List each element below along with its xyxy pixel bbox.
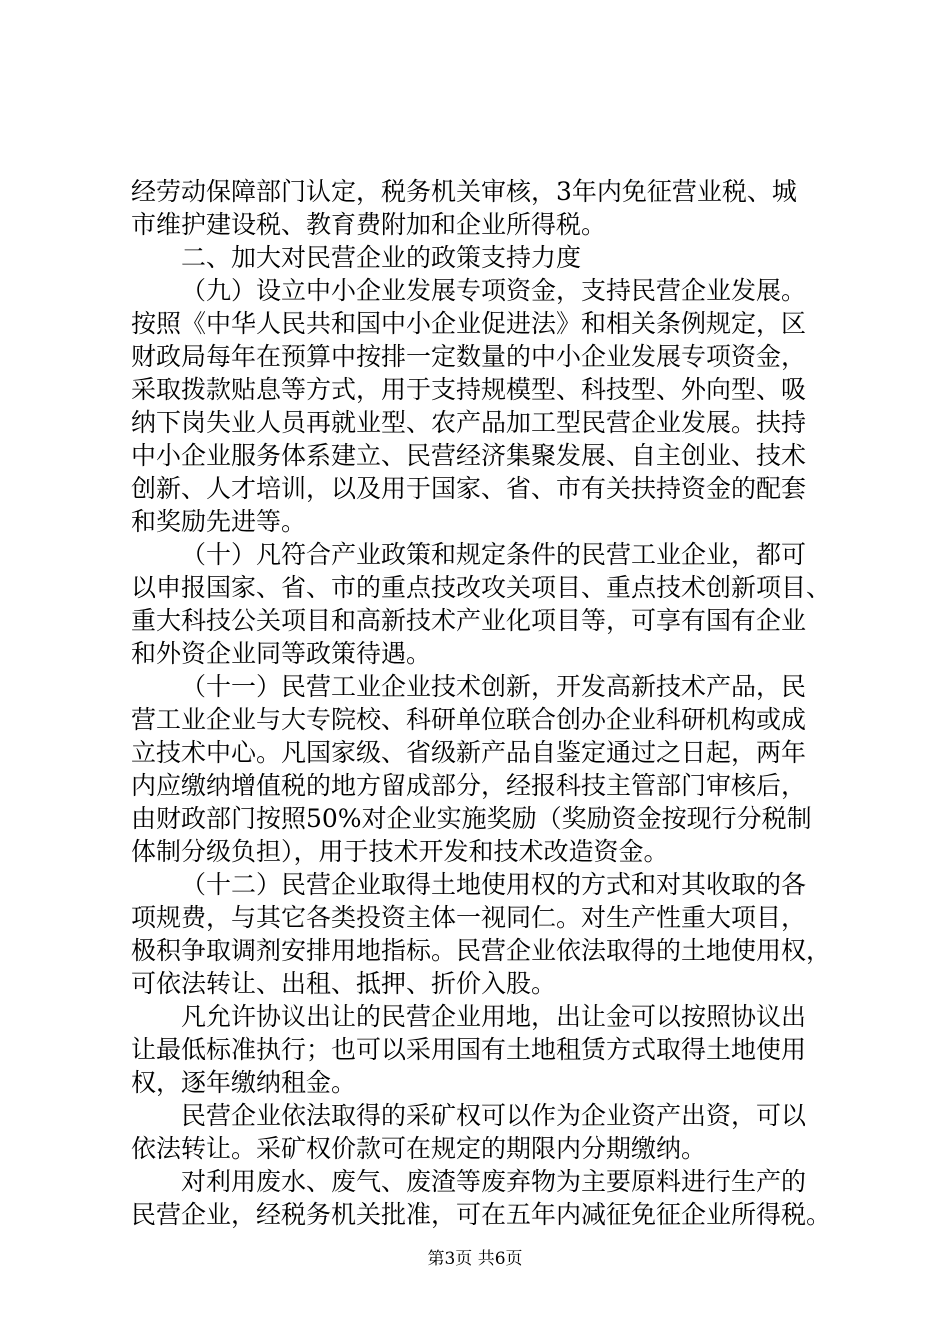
text-line: 营工业企业与大专院校、科研单位联合创办企业科研机构或成 [131, 705, 807, 734]
text-line: 权，逐年缴纳租金。 [131, 1068, 357, 1097]
text-line: 和外资企业同等政策待遇。 [131, 639, 432, 668]
text-line: 民营企业，经税务机关批准，可在五年内减征免征企业所得税。 [131, 1200, 831, 1229]
text-line: 体制分级负担），用于技术开发和技术改造资金。 [131, 837, 669, 866]
text-line: 对利用废水、废气、废渣等废弃物为主要原料进行生产的 [181, 1167, 807, 1196]
section-heading: 二、加大对民营企业的政策支持力度 [181, 243, 582, 272]
text-line: 极积争取调剂安排用地指标。民营企业依法取得的土地使用权， [131, 936, 831, 965]
text-line: 内应缴纳增值税的地方留成部分，经报科技主管部门审核后， [131, 771, 807, 800]
text-line: 按照《中华人民共和国中小企业促进法》和相关条例规定，区 [131, 309, 807, 338]
text-line: 立技术中心。凡国家级、省级新产品自鉴定通过之日起，两年 [131, 738, 807, 767]
text-line: 纳下岗失业人员再就业型、农产品加工型民营企业发展。扶持 [131, 408, 807, 437]
text-line: 可依法转让、出租、抵押、折价入股。 [131, 969, 557, 998]
text-line: （十一）民营工业企业技术创新，开发高新技术产品，民 [181, 672, 807, 701]
text-line: 中小企业服务体系建立、民营经济集聚发展、自主创业、技术 [131, 441, 807, 470]
text-line: （九）设立中小企业发展专项资金，支持民营企业发展。 [181, 276, 807, 305]
page-number: 第3页 共6页 [427, 1249, 523, 1269]
text-line: 民营企业依法取得的采矿权可以作为企业资产出资，可以 [181, 1101, 807, 1130]
text-line: 财政局每年在预算中按排一定数量的中小企业发展专项资金， [131, 342, 807, 371]
text-line: 由财政部门按照50%对企业实施奖励（奖励资金按现行分税制 [131, 804, 812, 833]
text-line: 凡允许协议出让的民营企业用地，出让金可以按照协议出 [181, 1002, 807, 1031]
text-line: 经劳动保障部门认定，税务机关审核，3年内免征营业税、城 [131, 177, 797, 206]
text-line: 创新、人才培训，以及用于国家、省、市有关扶持资金的配套 [131, 474, 807, 503]
text-line: 和奖励先进等。 [131, 507, 307, 536]
document-body [131, 175, 831, 1231]
text-line: 以申报国家、省、市的重点技改攻关项目、重点技术创新项目、 [131, 573, 831, 602]
text-line: 项规费，与其它各类投资主体一视同仁。对生产性重大项目， [131, 903, 807, 932]
text-line: 依法转让。采矿权价款可在规定的期限内分期缴纳。 [131, 1134, 707, 1163]
text-line: 让最低标准执行；也可以采用国有土地租赁方式取得土地使用 [131, 1035, 807, 1064]
page-footer [0, 1244, 950, 1269]
text-line: 市维护建设税、教育费附加和企业所得税。 [131, 210, 607, 239]
text-line: （十）凡符合产业政策和规定条件的民营工业企业，都可 [181, 540, 807, 569]
text-line: 采取拨款贴息等方式，用于支持规模型、科技型、外向型、吸 [131, 375, 807, 404]
text-line: （十二）民营企业取得土地使用权的方式和对其收取的各 [181, 870, 807, 899]
text-line: 重大科技公关项目和高新技术产业化项目等，可享有国有企业 [131, 606, 807, 635]
